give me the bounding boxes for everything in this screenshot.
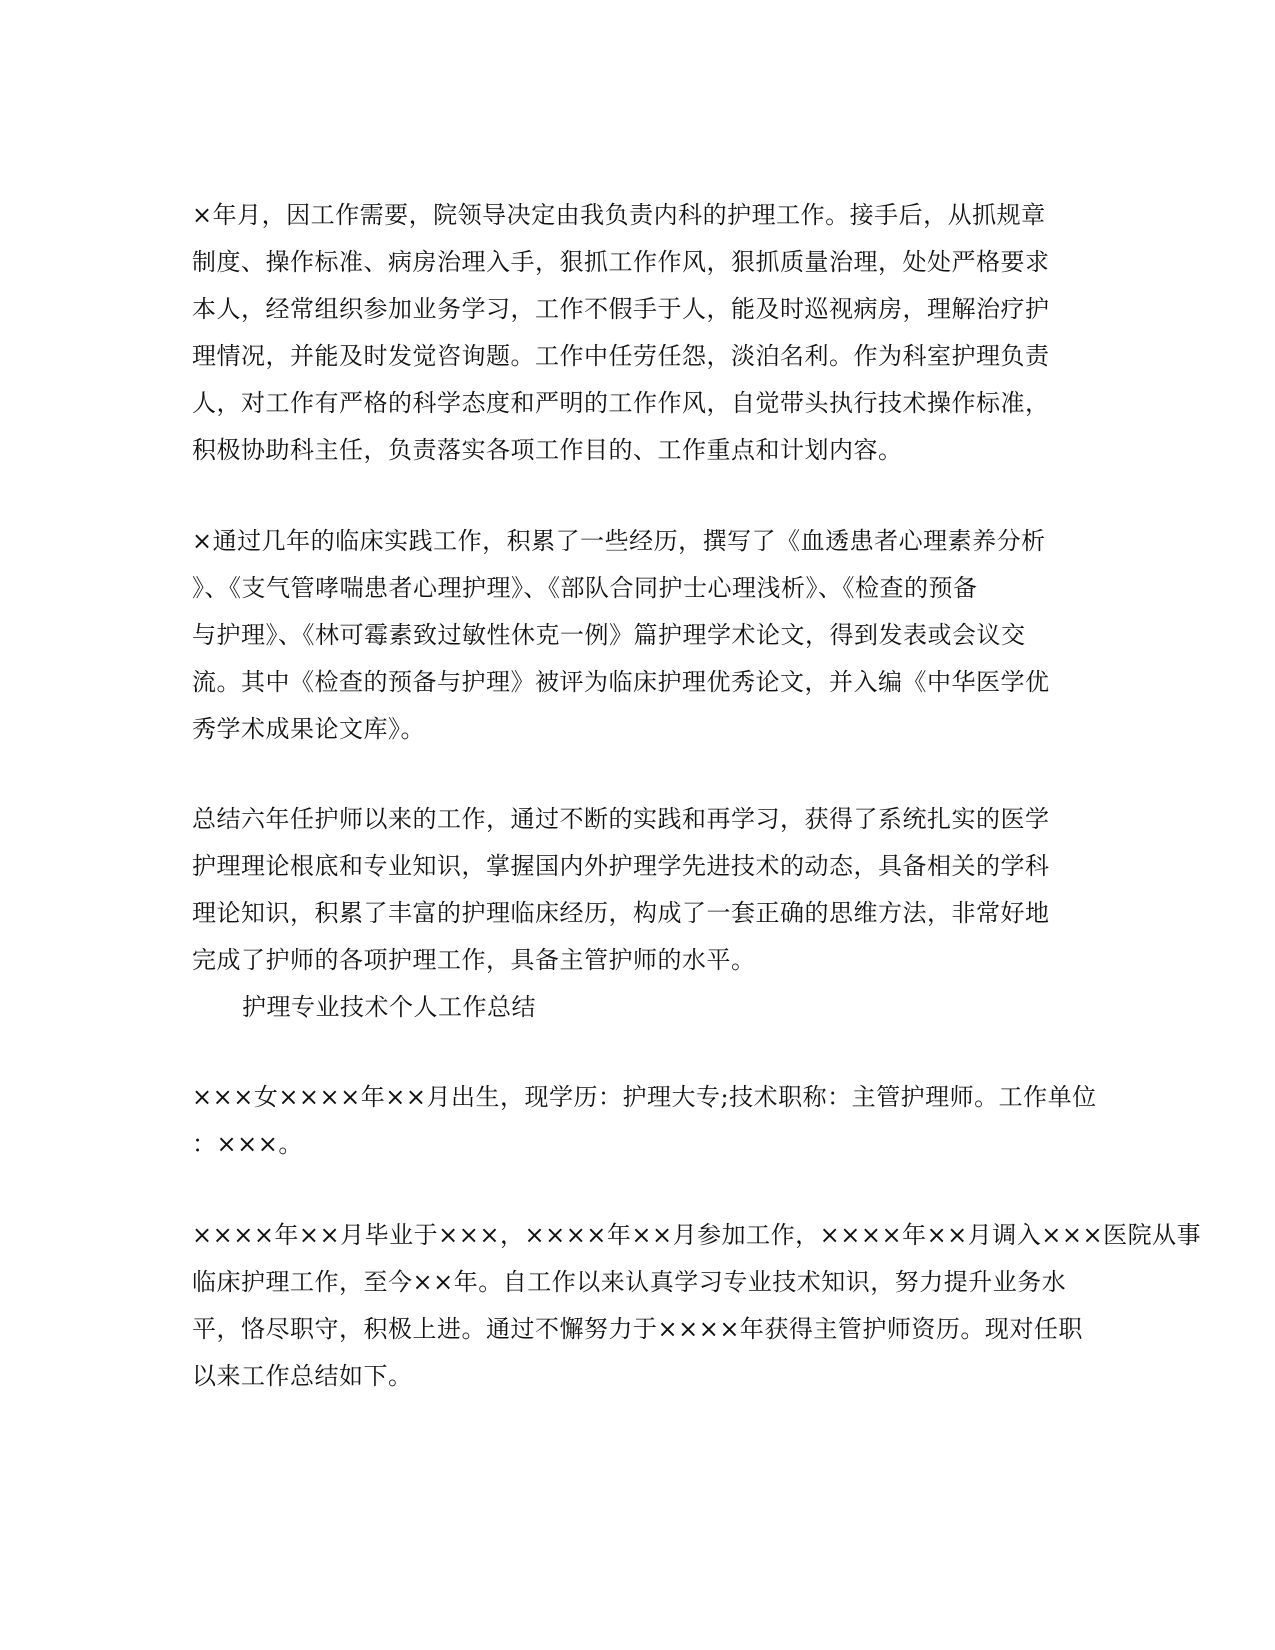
paragraph-2-line-1: ×通过几年的临床实践工作，积累了一些经历，撰写了《血透患者心理素养分析 [192, 527, 1046, 555]
paragraph-3-line-3: 理论知识，积累了丰富的护理临床经历，构成了一套正确的思维方法，非常好地 [192, 899, 1050, 927]
paragraph-1-line-4: 理情况，并能及时发觉咨询题。工作中任劳任怨，淡泊名利。作为科室护理负责 [192, 342, 1050, 370]
paragraph-5-line-4: 以来工作总结如下。 [192, 1362, 413, 1390]
paragraph-1-line-6: 积极协助科主任，负责落实各项工作目的、工作重点和计划内容。 [192, 436, 903, 464]
section-title: 护理专业技术个人工作总结 [242, 993, 536, 1021]
paragraph-4-line-2: ：×××。 [192, 1130, 303, 1158]
paragraph-3-line-1: 总结六年任护师以来的工作，通过不断的实践和再学习，获得了系统扎实的医学 [192, 805, 1050, 833]
paragraph-1-line-5: 人，对工作有严格的科学态度和严明的工作作风，自觉带头执行技术操作标准， [192, 389, 1050, 417]
paragraph-2-line-3: 与护理》、《林可霉素致过敏性休克一例》篇护理学术论文，得到发表或会议交 [192, 621, 1026, 649]
paragraph-2-line-4: 流。其中《检查的预备与护理》被评为临床护理优秀论文，并入编《中华医学优 [192, 668, 1050, 696]
paragraph-5-line-3: 平，恪尽职守，积极上进。通过不懈努力于××××年获得主管护师资历。现对任职 [192, 1315, 1083, 1343]
paragraph-4-line-1: ×××女××××年××月出生，现学历：护理大专;技术职称：主管护理师。工作单位 [192, 1083, 1097, 1111]
paragraph-1-line-3: 本人，经常组织参加业务学习，工作不假手于人，能及时巡视病房，理解治疗护 [192, 295, 1050, 323]
paragraph-3-line-4: 完成了护师的各项护理工作，具备主管护师的水平。 [192, 946, 756, 974]
paragraph-1-line-2: 制度、操作标准、病房治理入手，狠抓工作作风，狠抓质量治理，处处严格要求 [192, 248, 1050, 276]
paragraph-1-line-1: ×年月，因工作需要，院领导决定由我负责内科的护理工作。接手后，从抓规章 [192, 201, 1046, 229]
paragraph-5-line-2: 临床护理工作，至今××年。自工作以来认真学习专业技术知识，努力提升业务水 [192, 1268, 1067, 1296]
paragraph-2-line-2: 》、《支气管哮喘患者心理护理》、《部队合同护士心理浅析》、《检查的预备 [192, 574, 978, 602]
paragraph-5-line-1: ××××年××月毕业于×××，××××年××月参加工作，××××年××月调入×××医院从事 [192, 1221, 1202, 1249]
paragraph-3-line-2: 护理理论根底和专业知识，掌握国内外护理学先进技术的动态，具备相关的学科 [192, 852, 1050, 880]
paragraph-2-line-5: 秀学术成果论文库》。 [192, 715, 425, 743]
